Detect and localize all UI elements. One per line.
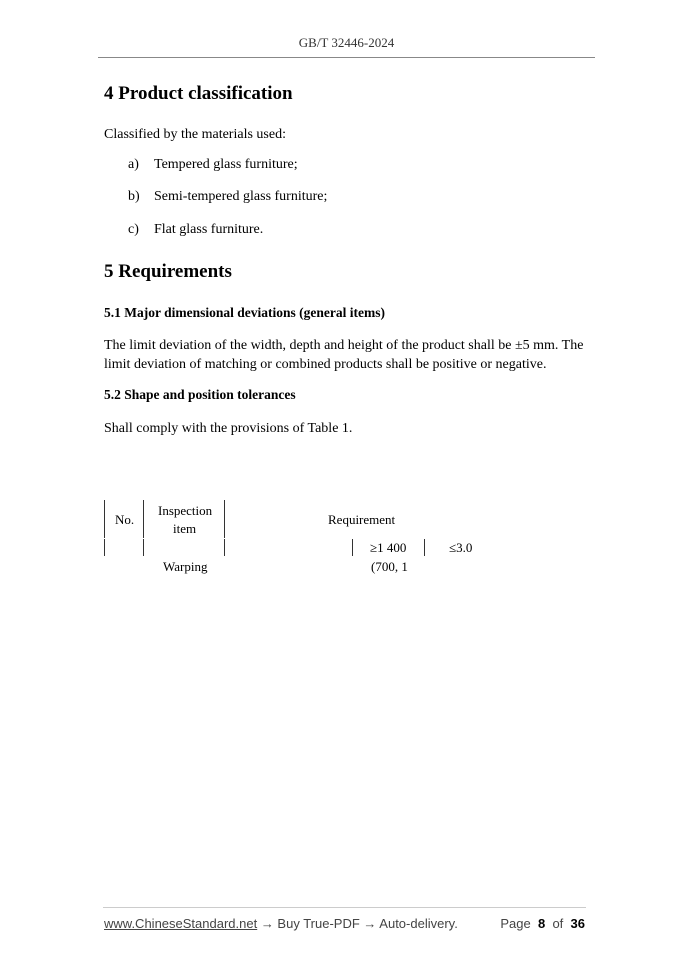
table-header-requirement: Requirement: [328, 512, 396, 527]
table-cell: (700, 1: [371, 559, 408, 574]
footer-tagline: → Buy True-PDF → Auto-delivery.: [257, 916, 458, 931]
list-text: Semi-tempered glass furniture;: [154, 189, 328, 204]
list-text: Tempered glass furniture;: [154, 157, 298, 172]
table-border: [224, 539, 225, 556]
table-header-no: No.: [115, 512, 135, 527]
list-item: [128, 222, 263, 238]
table-border: [143, 500, 144, 538]
table-border: [424, 539, 425, 556]
list-item: [128, 189, 327, 205]
table-cell: Warping: [163, 559, 208, 574]
table-header-item-line2: item: [173, 521, 197, 536]
list-marker: b): [128, 189, 140, 204]
table-header-item-line1: Inspection: [158, 503, 213, 518]
table-cell: ≥1 400: [370, 540, 407, 555]
list-text: Flat glass furniture.: [154, 222, 264, 237]
table-border: [143, 539, 144, 556]
page-number: 8: [537, 916, 546, 931]
table-border: [104, 500, 105, 538]
footer-rule: [103, 907, 586, 908]
table-cell: ≤3.0: [449, 540, 473, 555]
page-word: Page: [500, 916, 531, 931]
page-total: 36: [570, 916, 585, 931]
section-5-1-line2: limit deviation of matching or combined products shall be positive or negative.: [104, 357, 547, 372]
list-item: [128, 157, 298, 173]
footer-left: [104, 916, 458, 931]
section-5-1-line1: The limit deviation of the width, depth and height of the product shall be ±5 mm. The: [104, 338, 584, 353]
page-indicator: [500, 916, 585, 931]
section-4-intro: Classified by the materials used:: [104, 127, 286, 142]
section-5-1-title: 5.1 Major dimensional deviations (general items): [104, 305, 385, 320]
of-word: of: [552, 916, 564, 931]
header-code: GB/T 32446-2024: [298, 35, 395, 50]
table-border: [352, 539, 353, 556]
list-marker: c): [128, 222, 139, 237]
site-link[interactable]: www.ChineseStandard.net: [104, 916, 258, 931]
section-5-title: 5 Requirements: [104, 261, 232, 282]
list-marker: a): [128, 157, 139, 172]
header-rule: [98, 57, 595, 58]
section-4-title: 4 Product classification: [104, 83, 293, 104]
table-border: [224, 500, 225, 538]
section-5-2-text: Shall comply with the provisions of Table 1.: [104, 421, 353, 436]
footer: [104, 916, 585, 931]
table-border: [104, 539, 105, 556]
section-5-2-title: 5.2 Shape and position tolerances: [104, 387, 296, 402]
